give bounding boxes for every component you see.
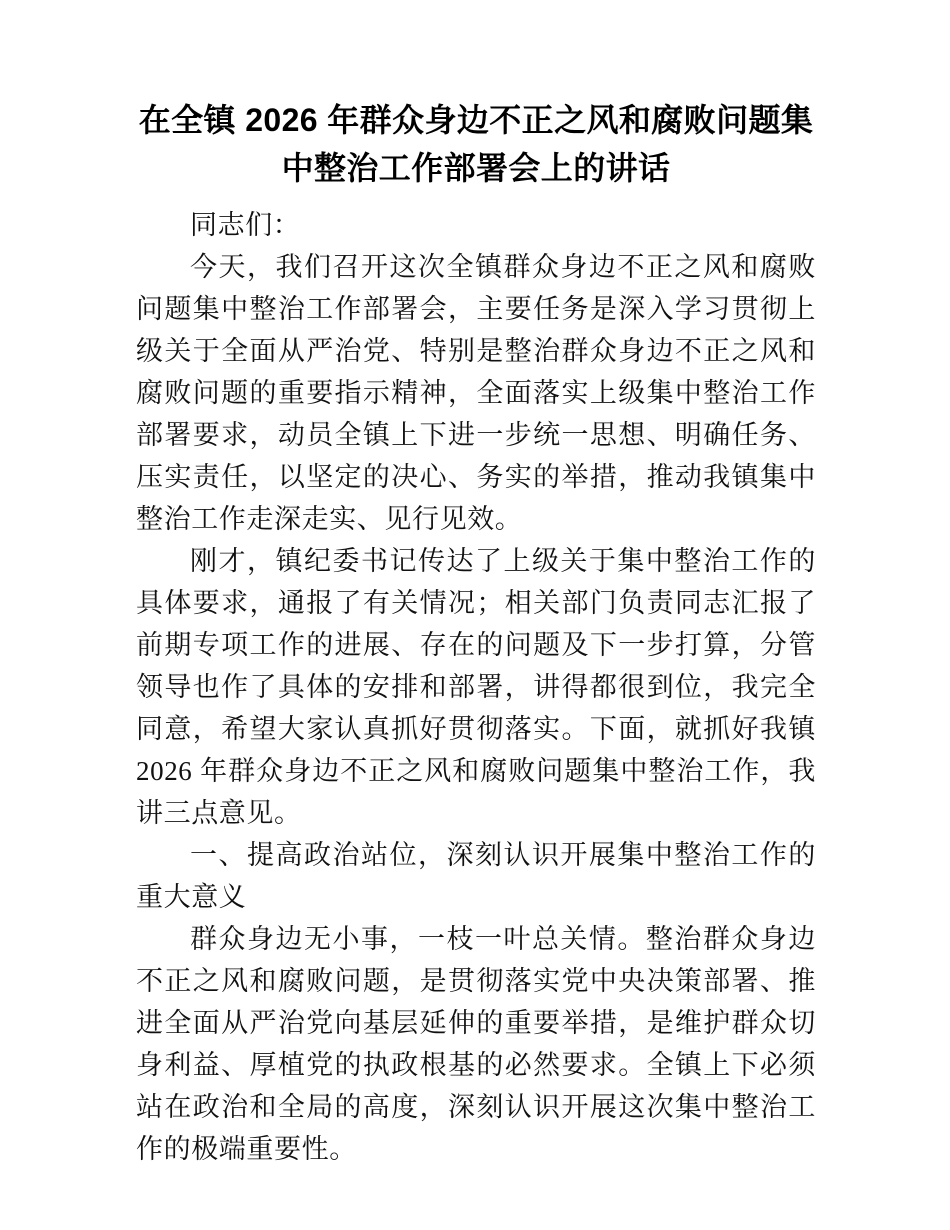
document-body bbox=[136, 204, 816, 1170]
salutation: 同志们： bbox=[190, 210, 301, 240]
page-title bbox=[136, 96, 816, 192]
document-content bbox=[136, 96, 816, 1170]
paragraph-briefing: 刚才，镇纪委书记传达了上级关于集中整治工作的具体要求，通报了有关情况；相关部门负责同志汇报了前期专项工作的进展、存在的问题及下一步打算，分管领导也作了具体的安排和部署，讲得都很到位，我完全同意，希望大家认真抓好贯彻落实。下面，就抓好我镇 2026 年群众身边不正之风和腐败问题集中整治工作，我讲三点意见。 bbox=[136, 546, 816, 828]
paragraph-opening: 今天，我们召开这次全镇群众身边不正之风和腐败问题集中整治工作部署会，主要任务是深入学习贯彻上级关于全面从严治党、特别是整治群众身边不正之风和腐败问题的重要指示精神，全面落实上级集中整治工作部署要求，动员全镇上下进一步统一思想、明确任务、压实责任，以坚定的决心、务实的举措，推动我镇集中整治工作走深走实、见行见效。 bbox=[136, 252, 816, 534]
section-heading-one: 一、提高政治站位，深刻认识开展集中整治工作的重大意义 bbox=[136, 840, 816, 912]
paragraph-section-one-body: 群众身边无小事，一枝一叶总关情。整治群众身边不正之风和腐败问题，是贯彻落实党中央决策部署、推进全面从严治党向基层延伸的重要举措，是维护群众切身利益、厚植党的执政根基的必然要求。全镇上下必须站在政治和全局的高度，深刻认识开展这次集中整治工作的极端重要性。 bbox=[136, 924, 816, 1164]
page-title-line-1: 在全镇 2026 年群众身边不正之风和腐败问题集 bbox=[138, 102, 814, 138]
page-title-line-2: 中整治工作部署会上的讲话 bbox=[281, 150, 671, 186]
